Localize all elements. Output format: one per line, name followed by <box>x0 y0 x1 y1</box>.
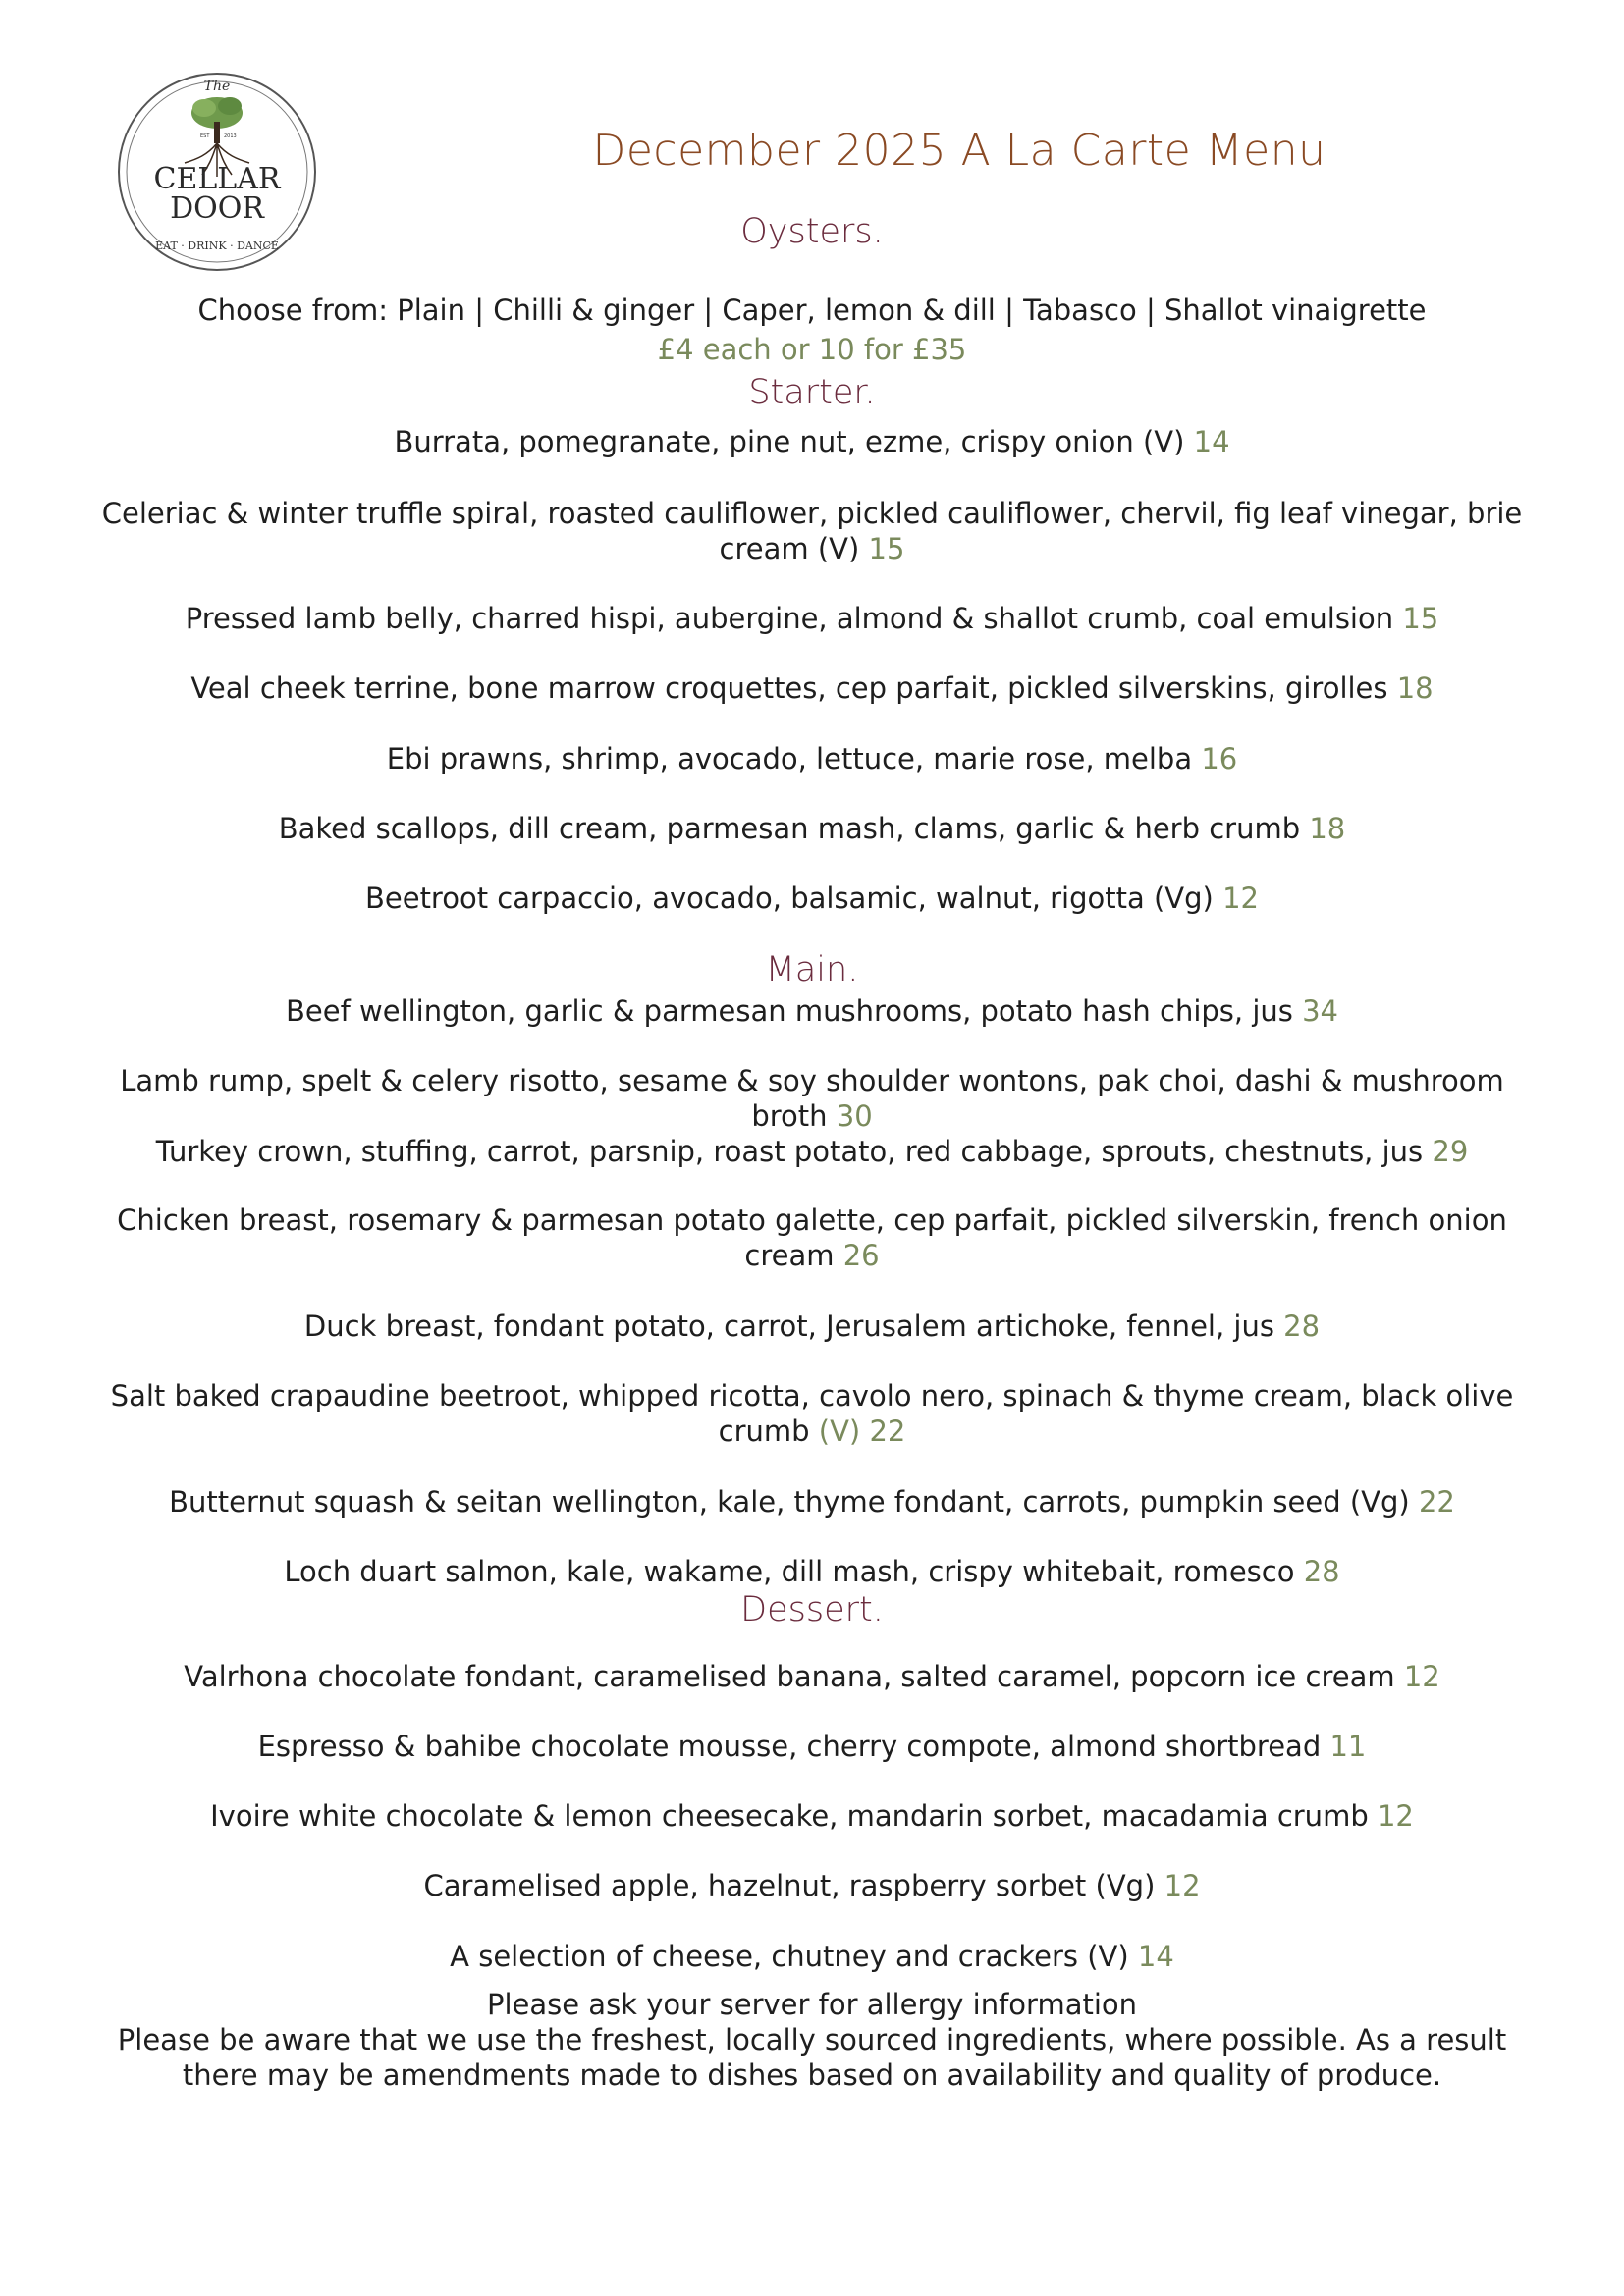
sourcing-disclaimer: Please be aware that we use the freshest, locally sourced ingredients, where possible. As a result there may be amendments made to dishes based on availability and quality of produce. <box>117 2023 1507 2092</box>
menu-title: December 2025 A La Carte Menu <box>592 126 1326 176</box>
allergy-note: Please ask your server for allergy information <box>486 1988 1138 2021</box>
dessert-item: Espresso & bahibe chocolate mousse, cherry compote, almond shortbread 11 <box>257 1730 1367 1763</box>
oysters-heading: Oysters. <box>740 212 884 251</box>
starter-item: Burrata, pomegranate, pine nut, ezme, crispy onion (V) 14 <box>394 425 1230 458</box>
main-item: Turkey crown, stuffing, carrot, parsnip, roast potato, red cabbage, sprouts, chestnuts, jus 29 <box>155 1135 1469 1168</box>
starter-item: Ebi prawns, shrimp, avocado, lettuce, marie rose, melba 16 <box>386 742 1238 775</box>
dessert-item: Valrhona chocolate fondant, caramelised banana, salted caramel, popcorn ice cream 12 <box>184 1660 1440 1693</box>
main-item: Lamb rump, spelt & celery risotto, sesame & soy shoulder wontons, pak choi, dashi & mushroom broth 30 <box>120 1064 1504 1133</box>
starter-item: Celeriac & winter truffle spiral, roasted cauliflower, pickled cauliflower, chervil, fig leaf vinegar, brie cream (V) 15 <box>101 497 1523 565</box>
main-item: Loch duart salmon, kale, wakame, dill mash, crispy whitebait, romesco 28 <box>284 1555 1340 1588</box>
starter-item: Pressed lamb belly, charred hispi, aubergine, almond & shallot crumb, coal emulsion 15 <box>185 602 1439 635</box>
logo-name-line2: DOOR <box>170 191 264 226</box>
starter-item: Veal cheek terrine, bone marrow croquettes, cep parfait, pickled silverskins, girolles 18 <box>190 671 1434 705</box>
dessert-item: Caramelised apple, hazelnut, raspberry sorbet (Vg) 12 <box>423 1869 1201 1902</box>
logo-est: EST <box>200 133 210 139</box>
starter-heading: Starter. <box>748 373 876 412</box>
logo-top-text: The <box>203 79 231 94</box>
main-item: Beef wellington, garlic & parmesan mushrooms, potato hash chips, jus 34 <box>286 994 1338 1028</box>
main-heading: Main. <box>765 950 859 989</box>
oysters-price-note: £4 each or 10 for £35 <box>657 333 967 366</box>
starter-item: Baked scallops, dill cream, parmesan mash, clams, garlic & herb crumb 18 <box>278 812 1346 845</box>
logo-est-year: 2013 <box>224 133 237 139</box>
starter-item: Beetroot carpaccio, avocado, balsamic, walnut, rigotta (Vg) 12 <box>364 881 1259 915</box>
logo-tagline: EAT · DRINK · DANCE <box>155 240 279 252</box>
oysters-choose: Choose from: Plain | Chilli & ginger | Caper, lemon & dill | Tabasco | Shallot vinaigrette <box>197 294 1427 327</box>
logo-name-line1: CELLAR <box>153 162 281 196</box>
main-item: Butternut squash & seitan wellington, kale, thyme fondant, carrots, pumpkin seed (Vg) 22 <box>169 1485 1455 1519</box>
dessert-item: Ivoire white chocolate & lemon cheesecake, mandarin sorbet, macadamia crumb 12 <box>210 1799 1414 1833</box>
main-item: Salt baked crapaudine beetroot, whipped ricotta, cavolo nero, spinach & thyme cream, black olive crumb (V) 22 <box>110 1379 1514 1448</box>
dessert-heading: Dessert. <box>740 1590 884 1629</box>
main-item: Chicken breast, rosemary & parmesan potato galette, cep parfait, pickled silverskin, french onion cream 26 <box>117 1203 1507 1272</box>
dessert-item: A selection of cheese, chutney and crackers (V) 14 <box>450 1940 1174 1973</box>
main-item: Duck breast, fondant potato, carrot, Jerusalem artichoke, fennel, jus 28 <box>303 1309 1321 1343</box>
